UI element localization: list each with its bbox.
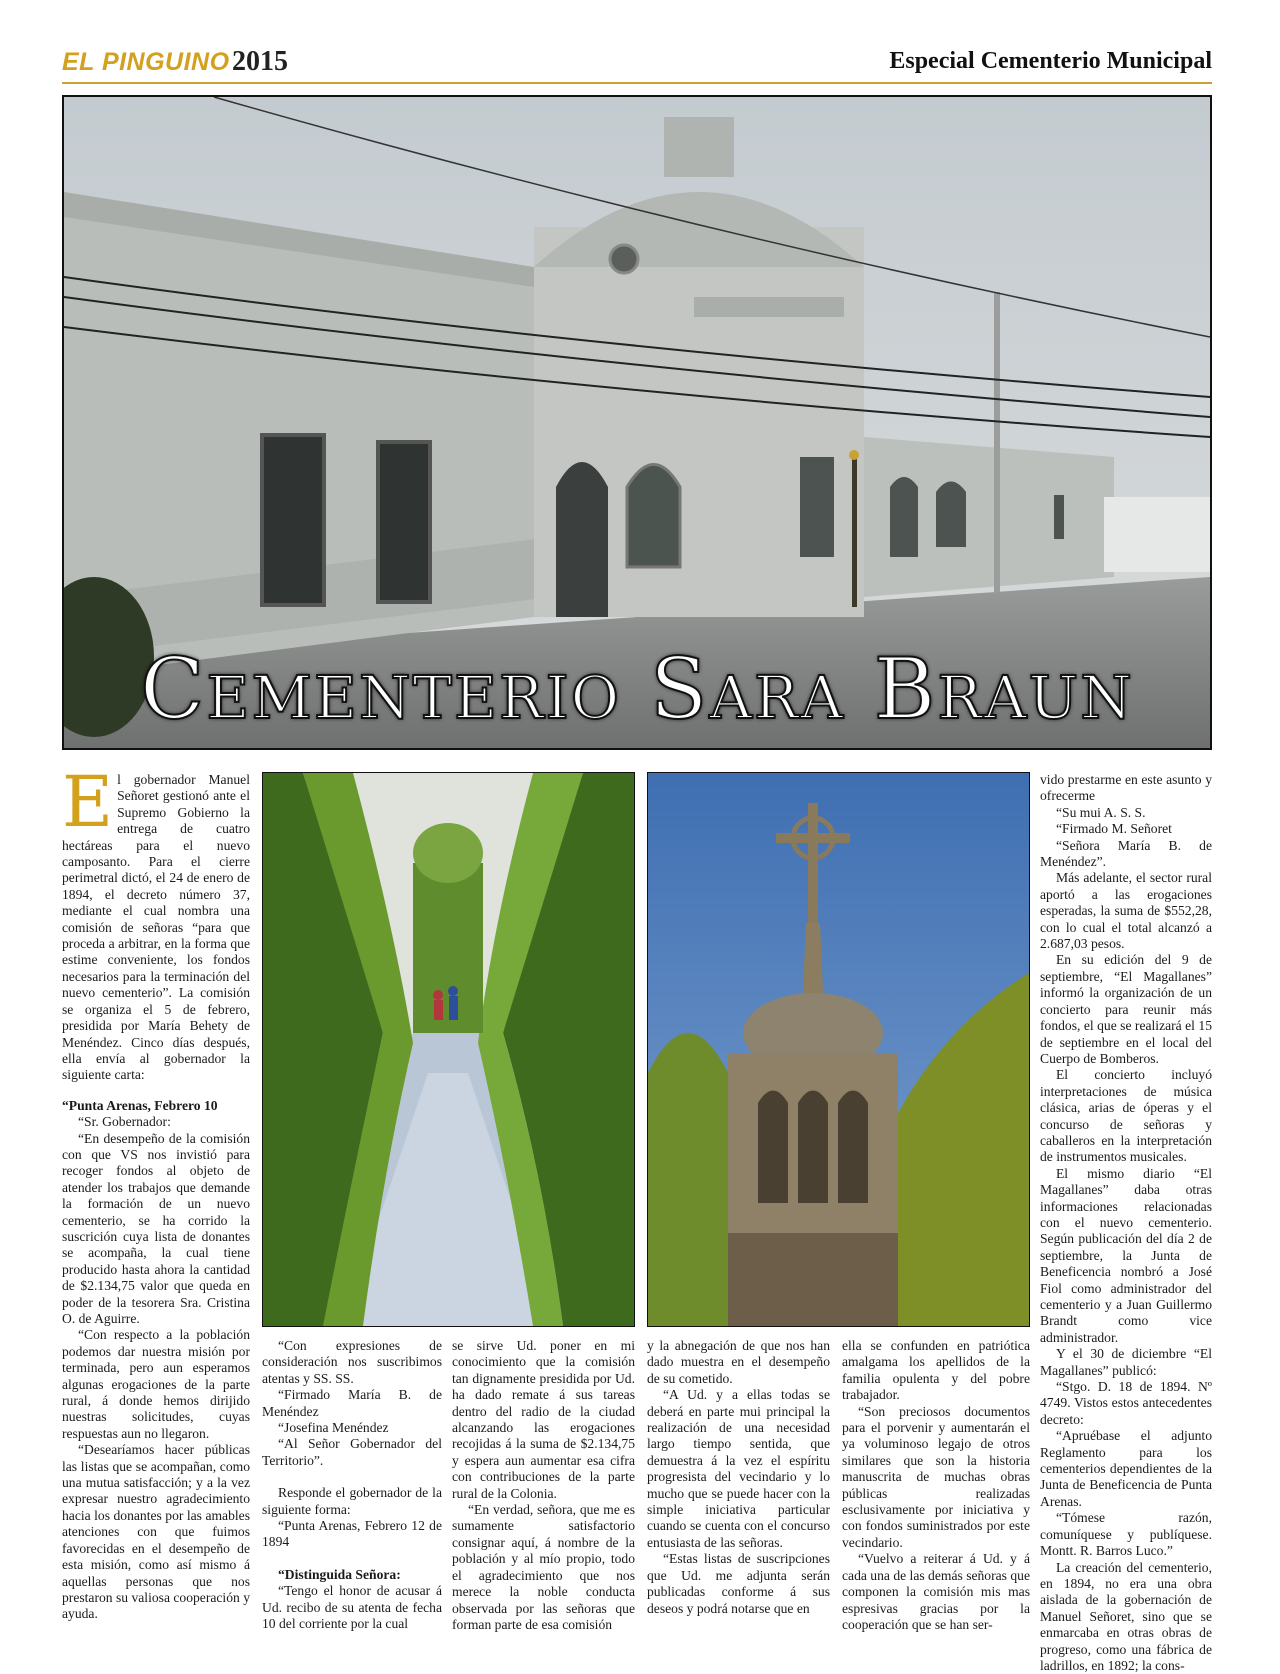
section-title: Especial Cementerio Municipal [889, 48, 1212, 74]
article-paragraph: Y el 30 de diciembre “El Magallanes” publicó: [1040, 1346, 1212, 1378]
article-paragraph: “Estas listas de suscripciones que Ud. me adjunta serán publicadas conforme á sus deseos y podrá notarse que en [647, 1551, 830, 1616]
article-paragraph: “En desempeño de la comisión con que VS nos invistió para recoger fondos al objeto de atender los trabajos que demande la formación de un nuevo cementerio, se ha corrido la suscrición cuya lista de donantes se acompaña, la cual tiene producido hasta ahora la cantidad de $2.134,75 valor que queda en poder de la tesorera Sra. Cristina O. de Aguirre. [62, 1130, 250, 1326]
article-paragraph: “Sr. Gobernador: [78, 1114, 171, 1130]
chapel-cross-photo [647, 772, 1030, 1327]
article-column-5 [842, 1338, 1030, 1633]
header-rule [62, 82, 1212, 84]
article-paragraph: En su edición del 9 de septiembre, “El Magallanes” informó la organización de un concierto para reunir más fondos, el que se realizará el 15 de septiembre en el local del Cuerpo de Bomberos. [1040, 952, 1212, 1066]
article-paragraph: “A Ud. y a ellas todas se deberá en parte mui principal la realización de una necesidad largo tiempo sentida, que demuestra á la vez el espíritu progresista del vecindario y lo mucho que se puede hacer con la simple iniciativa particular cuando se cuenta con el concurso entusiasta de las señoras. [647, 1387, 830, 1550]
article-paragraph: Más adelante, el sector rural aportó a las erogaciones esperadas, la suma de $552,28, con lo cual el total alcanzó a 2.687,03 pesos. [1040, 870, 1212, 952]
letter-heading: “Punta Arenas, Febrero 10 [62, 1097, 218, 1113]
newspaper-logo: EL PINGUINO [62, 48, 230, 76]
article-column-2 [262, 1338, 442, 1633]
article-paragraph: ella se confunden en patriótica amalgama los apellidos de la familia opulenta y del pobre trabajador. [842, 1338, 1030, 1403]
edition-year: 2015 [232, 46, 288, 77]
article-paragraph: “Con expresiones de consideración nos suscribimos atentas y SS. SS. [262, 1338, 442, 1386]
article-paragraph: Responde el gobernador de la siguiente forma: [262, 1485, 442, 1517]
article-paragraph: “Su mui A. S. S. [1056, 804, 1146, 820]
article-paragraph: “Apruébase el adjunto Reglamento para los cementerios dependientes de la Junta de Beneficencia de Punta Arenas. [1040, 1428, 1212, 1509]
article-paragraph: “Firmado M. Señoret [1056, 821, 1172, 837]
article-paragraph: vido prestarme en este asunto y ofrecerme [1040, 772, 1212, 804]
article-paragraph: “Son preciosos documentos para el porvenir y aumentarán el ya voluminoso legajo de otros similares que son la historia manuscrita de muchas obras públicas realizadas esclusivamente por iniciativa y con fondos suministrados por este vecindario. [842, 1403, 1030, 1550]
article-paragraph: “Señora María B. de Menéndez”. [1040, 837, 1212, 870]
article-paragraph: “Al Señor Gobernador del Territorio”. [262, 1436, 442, 1468]
article-paragraph: “Josefina Menéndez [278, 1420, 389, 1436]
article-paragraph: “Tengo el honor de acusar á Ud. recibo de su atenta de fecha 10 del corriente por la cual [262, 1583, 442, 1632]
page-header [62, 44, 1212, 84]
letter-salutation: “Distinguida Señora: [278, 1566, 401, 1582]
article-column-1 [62, 761, 250, 1623]
article-paragraph: se sirve Ud. poner en mi conocimiento que la comisión tan dignamente presidida por Ud. ha dado remate á sus tareas dentro del radio de la ciudad alcanzando las erogaciones recojidas á la suma de $2.134,75 y espera aun aumentar esa cifra con contribuciones de la parte rural de la Colonia. [452, 1338, 635, 1501]
article-paragraph: l gobernador Manuel Señoret gestionó ante el Supremo Gobierno la entrega de cuatro hectáreas para el nuevo camposanto. Para el cierre perimetral dictó, el 24 de enero de 1894, el decreto número 37, mediante el cual nombra una comisión de señoras “para que proceda a arbitrar, en la forma que estime conveniente, los fondos necesarios para la terminación del nuevo cementerio”. La comisión se organiza el 5 de febrero, presidida por María Behety de Menéndez. Cinco días después, ella envía al gobernador la siguiente carta: [62, 772, 250, 1083]
article-paragraph: El concierto incluyó interpretaciones de música clásica, arias de óperas y el concurso de señoras y caballeros en la interpretación de instrumentos musicales. [1040, 1067, 1212, 1165]
chapel-dome-illustration [648, 773, 1029, 1326]
article-paragraph: “En verdad, señora, que me es sumamente satisfactorio consignar aquí, á nombre de la población y al mío propio, todo el agradecimiento que nos merece la noble conducta observada por las señoras que forman parte de esa comisión [452, 1502, 635, 1632]
drop-cap: E [62, 761, 114, 843]
cypress-alley-photo [262, 772, 635, 1327]
article-paragraph: “Con respecto a la población podemos dar nuestra misión por terminada, pero aun esperamos algunas erogaciones de la parte rural, á donde hemos dirijido nuestras solicitudes, cuyas respuestas aun no llegaron. [62, 1327, 250, 1441]
cypress-alley-illustration [263, 773, 634, 1326]
article-column-3 [452, 1338, 635, 1633]
hero-photo [62, 95, 1212, 750]
hero-title: Cementerio Sara Braun [140, 640, 1134, 738]
article-paragraph: La creación del cementerio, en 1894, no era una obra aislada de la gobernación de Manuel Señoret, sino que se enmarcaba en otras obras de progreso, como una fábrica de ladrillos, en 1892; la cons- [1040, 1559, 1212, 1673]
article-paragraph: “Tómese razón, comuníquese y publíquese. Montt. R. Barros Luco.” [1040, 1510, 1212, 1559]
article-column-6 [1040, 772, 1212, 1674]
article-paragraph: “Desearíamos hacer públicas las listas que se acompañan, como una mutua satisfacción; y a la vez expresar nuestro agradecimiento hacia los donantes por las amables atenciones con que fuimos favorecidas en el desempeño de esta misión, como así mismo á aquellas personas que nos prestaron su valiosa cooperación y ayuda. [62, 1442, 250, 1622]
article-column-4 [647, 1338, 830, 1617]
article-paragraph: “Stgo. D. 18 de 1894. Nº 4749. Vistos estos antecedentes decreto: [1040, 1379, 1212, 1427]
article-paragraph: “Firmado María B. de Menéndez [262, 1387, 442, 1419]
article-paragraph: y la abnegación de que nos han dado muestra en el desempeño de su cometido. [647, 1338, 830, 1386]
article-paragraph: “Vuelvo a reiterar á Ud. y á cada una de las demás señoras que componen la comisión mis mas espresivas gracias por la cooperación que se han ser- [842, 1551, 1030, 1632]
article-paragraph: “Punta Arenas, Febrero 12 de 1894 [262, 1518, 442, 1550]
article-paragraph: El mismo diario “El Magallanes” daba otras informaciones relacionadas con el nuevo cementerio. Según publicación del día 2 de septiembre, la Junta de Beneficencia nombró a José Fiol como administrador del cementerio y a Juan Guillermo Brandt como vice administrador. [1040, 1165, 1212, 1345]
